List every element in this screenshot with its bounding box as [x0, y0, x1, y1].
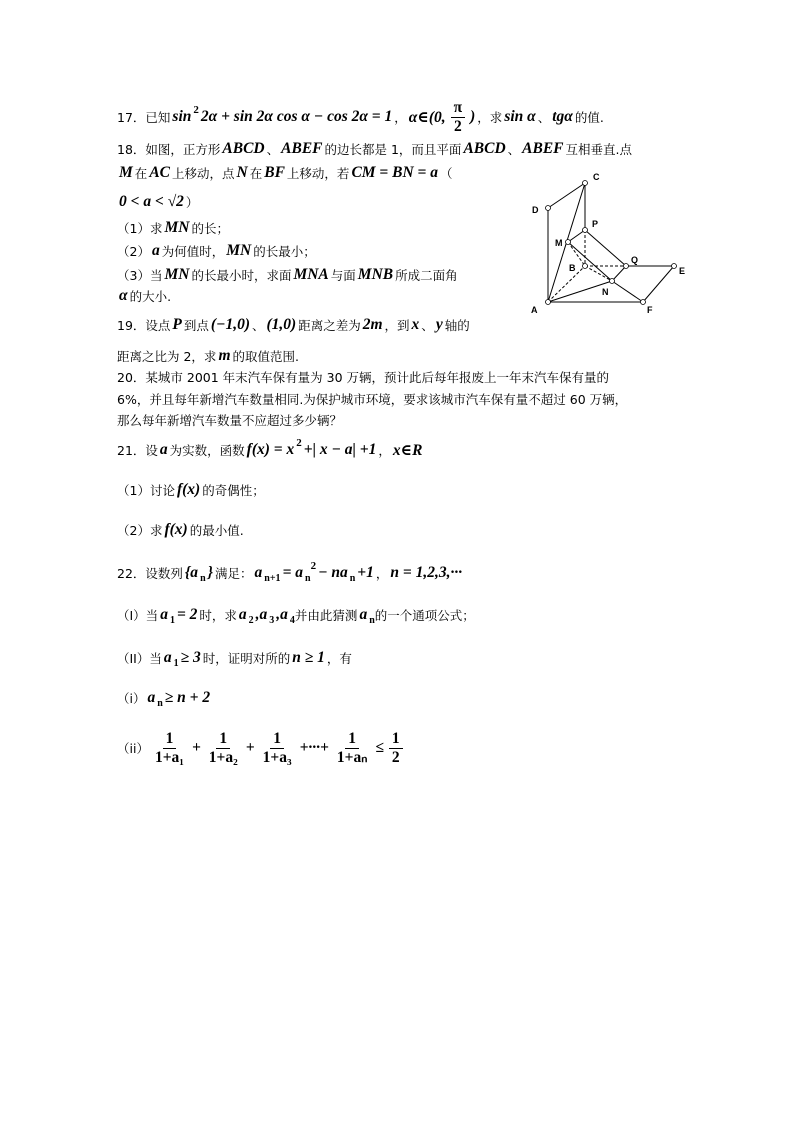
- subscript: 1: [169, 614, 175, 626]
- fraction: [206, 730, 241, 765]
- text-run: 、: [421, 318, 434, 333]
- math-expression: a: [163, 649, 172, 666]
- math-expression: α: [119, 287, 128, 304]
- fraction: [260, 730, 295, 765]
- math-expression: sin α: [504, 108, 536, 125]
- math-expression: BF: [264, 164, 285, 181]
- subscript: n: [200, 572, 206, 584]
- label-A: A: [531, 305, 538, 315]
- numerator: 1: [216, 730, 230, 748]
- denominator: 1+a₁: [154, 748, 184, 766]
- subscript: n: [369, 614, 375, 626]
- text-line-q17: [117, 99, 604, 135]
- text-run: 的长最小时，求面: [191, 268, 292, 283]
- math-expression: n ≥ 1: [292, 649, 325, 666]
- math-expression: (−1,0): [210, 316, 250, 333]
- math-expression: +: [245, 739, 255, 756]
- text-line-q21: [117, 438, 424, 462]
- text-run: 的最小值.: [189, 523, 244, 538]
- text-run: 轴的: [444, 318, 470, 333]
- text-run: 的长最小；: [253, 244, 316, 259]
- label-F: F: [647, 305, 653, 315]
- subscript: n: [349, 572, 356, 584]
- text-run: ，有: [326, 651, 352, 666]
- text-run: 距离之比为 2，求: [117, 349, 217, 364]
- fraction: [334, 730, 371, 765]
- text-run: 互相垂直.点: [565, 142, 633, 157]
- text-run: 17．已知: [117, 110, 171, 125]
- text-line-q20-3: [117, 408, 342, 432]
- text-run: 为实数，函数: [169, 443, 245, 458]
- math-expression: +1: [357, 564, 374, 581]
- denominator: 2: [391, 748, 400, 766]
- text-run: （: [440, 166, 453, 181]
- denominator: 1+a₃: [262, 748, 292, 766]
- label-D: D: [532, 205, 539, 215]
- text-line-q22-ii: [117, 730, 406, 766]
- math-expression: ABEF: [522, 140, 564, 157]
- superscript: 2: [296, 437, 302, 449]
- label-Q: Q: [631, 255, 639, 265]
- subscript: 1: [173, 657, 179, 669]
- math-expression: +···+: [299, 739, 329, 756]
- numerator: 1: [345, 730, 359, 748]
- math-expression: P: [172, 316, 182, 333]
- math-expression: ): [470, 108, 476, 125]
- edge-MP: [568, 230, 585, 242]
- text-line-q18-3: [117, 190, 198, 214]
- text-line-q18-p3b: [117, 284, 171, 308]
- text-run: （1）讨论: [117, 483, 175, 498]
- math-expression: 2α + sin 2α cos α − cos 2α = 1: [200, 108, 393, 125]
- fraction: [451, 99, 466, 134]
- math-expression: = 2: [176, 606, 198, 623]
- text-run: 上移动，点: [172, 166, 235, 181]
- fraction: [389, 730, 403, 765]
- text-run: 时，求: [199, 608, 237, 623]
- fraction: [152, 730, 187, 765]
- text-run: 那么每年新增汽车数量不应超过多少辆？: [117, 413, 343, 428]
- math-expression: a: [254, 564, 263, 581]
- text-line-q21-p1: [117, 478, 265, 502]
- math-expression: CM = BN = a: [351, 164, 439, 181]
- label-M: M: [555, 238, 563, 248]
- text-line-q20-1: [117, 365, 609, 389]
- math-expression: f(x) = x: [246, 441, 295, 458]
- text-run: 上移动，若: [286, 166, 350, 181]
- superscript: 2: [193, 104, 199, 116]
- math-expression: MN: [226, 242, 252, 259]
- math-expression: = a: [282, 564, 304, 581]
- text-run: 22．设数列: [117, 566, 183, 581]
- text-run: 为何值时，: [161, 244, 225, 259]
- text-run: （i）: [117, 691, 146, 706]
- text-run: （II）当: [117, 651, 162, 666]
- text-run: 与面: [330, 268, 356, 283]
- math-expression: N: [236, 164, 248, 181]
- text-run: ）: [185, 195, 199, 210]
- text-run: 的奇偶性；: [202, 483, 265, 498]
- math-expression: f(x): [176, 481, 201, 498]
- math-expression: a: [160, 606, 168, 623]
- math-expression: a: [238, 606, 247, 623]
- math-expression: a: [359, 606, 368, 623]
- math-expression: n = 1,2,3,···: [390, 564, 463, 581]
- text-run: 的取值范围.: [232, 349, 299, 364]
- text-run: ，求: [477, 110, 503, 125]
- numerator: 1: [389, 730, 403, 748]
- text-line-q22: [117, 561, 464, 585]
- math-expression: a: [151, 242, 160, 259]
- math-expression: ≥ n + 2: [164, 689, 211, 706]
- math-expression: MNA: [293, 266, 329, 283]
- text-run: 距离之差为: [298, 318, 361, 333]
- math-expression: tgα: [552, 108, 573, 125]
- text-run: 满足：: [215, 566, 253, 581]
- text-run: 20．某城市 2001 年末汽车保有量为 30 万辆，预计此后每年报废上一年末汽车保有量的: [117, 370, 610, 385]
- text-line-q19-1: [117, 313, 470, 337]
- denominator: 2: [454, 117, 462, 135]
- math-expression: ABEF: [281, 140, 323, 157]
- text-run: 、: [266, 142, 280, 157]
- math-expression: MNB: [357, 266, 394, 283]
- math-expression: α∈(0,: [408, 109, 446, 126]
- text-run: 的值.: [574, 110, 604, 125]
- edge-QN: [612, 266, 626, 281]
- text-run: 在: [249, 166, 263, 181]
- text-run: 时，证明对所的: [202, 651, 291, 666]
- math-expression: }: [207, 564, 214, 581]
- edge-BN: [585, 266, 612, 281]
- text-run: 、: [537, 110, 551, 125]
- text-line-q18-p1: [117, 216, 229, 240]
- math-expression: AC: [149, 164, 170, 181]
- text-run: 18．如图，正方形: [117, 142, 221, 157]
- edge-PQ: [585, 230, 626, 266]
- text-run: ，: [394, 110, 407, 125]
- edge-NF: [612, 281, 643, 302]
- numerator: 1: [163, 730, 177, 748]
- math-expression: m: [218, 347, 231, 364]
- math-expression: 2m: [362, 316, 383, 333]
- edge-DC: [548, 183, 585, 208]
- text-line-q22-i: [117, 686, 212, 710]
- numerator: π: [451, 99, 466, 117]
- math-expression: a: [159, 441, 168, 458]
- numerator: 1: [270, 730, 284, 748]
- superscript: 2: [310, 560, 317, 572]
- text-run: ，: [375, 566, 389, 581]
- text-run: 21．设: [117, 443, 158, 458]
- subscript: 2: [248, 614, 254, 626]
- text-run: 所成二面角: [395, 268, 458, 283]
- subscript: 4: [289, 614, 295, 626]
- label-N: N: [602, 287, 609, 297]
- math-expression: ,a: [276, 606, 288, 623]
- text-run: 6%，并且每年新增汽车数量相同.为保护城市环境，要求该城市汽车保有量不超过 60 万辆，: [117, 392, 628, 407]
- subscript: n: [157, 697, 163, 709]
- math-expression: M: [119, 164, 133, 181]
- text-run: 到点: [183, 318, 209, 333]
- label-E: E: [679, 266, 686, 276]
- text-line-q22-II: [117, 646, 352, 670]
- text-line-q22-I: [117, 603, 475, 627]
- text-run: 的边长都是 1，而且平面: [324, 142, 462, 157]
- text-line-q18-p2: [117, 239, 316, 263]
- math-expression: MN: [164, 266, 190, 283]
- math-expression: +: [191, 739, 201, 756]
- text-run: ，: [378, 443, 391, 458]
- math-expression: (1,0): [266, 316, 297, 333]
- subscript: n: [305, 572, 311, 584]
- text-run: （1）求: [117, 221, 163, 236]
- subscript: 3: [269, 614, 275, 626]
- text-run: （ii）: [117, 741, 149, 756]
- label-C: C: [593, 172, 600, 182]
- math-expression: +| x − a| +1: [303, 441, 377, 458]
- text-run: ，到: [384, 318, 410, 333]
- geometry-figure: [520, 165, 700, 315]
- text-run: 在: [134, 166, 148, 181]
- denominator: 1+aₙ: [336, 748, 368, 766]
- text-line-q18-1: [117, 137, 632, 161]
- label-B: B: [569, 263, 576, 273]
- text-run: 的长；: [191, 221, 229, 236]
- math-expression: y: [435, 316, 443, 333]
- text-run: （2）: [117, 244, 150, 259]
- subscript: n+1: [264, 572, 281, 584]
- label-P: P: [592, 219, 599, 229]
- math-expression: − na: [318, 564, 348, 581]
- math-expression: sin: [172, 108, 192, 125]
- text-run: 、: [507, 142, 521, 157]
- text-run: （I）当: [117, 608, 159, 623]
- math-expression: a: [147, 689, 156, 706]
- text-run: （3）当: [117, 268, 163, 283]
- text-line-q21-p2: [117, 518, 244, 542]
- text-run: 、: [251, 318, 265, 333]
- edge-FE: [643, 266, 674, 302]
- math-expression: x: [411, 316, 420, 333]
- text-run: 的一个通项公式；: [374, 608, 475, 623]
- math-expression: 0 < a < √2: [119, 193, 184, 210]
- math-expression: f(x): [164, 521, 188, 538]
- text-run: （2）求: [117, 523, 163, 538]
- math-expression: x∈R: [392, 442, 423, 459]
- text-run: 19．设点: [117, 318, 171, 333]
- text-run: 并由此猜测: [294, 608, 358, 623]
- math-expression: ABCD: [222, 140, 265, 157]
- math-expression: MN: [164, 219, 190, 236]
- math-expression: ≤: [375, 739, 384, 756]
- denominator: 1+a₂: [208, 748, 238, 766]
- math-expression: ,a: [255, 606, 268, 623]
- math-expression: ≥ 3: [180, 649, 201, 666]
- text-run: 的大小.: [129, 289, 172, 304]
- text-line-q18-2: [117, 161, 453, 185]
- math-expression: ABCD: [463, 140, 506, 157]
- math-expression: {a: [184, 564, 199, 581]
